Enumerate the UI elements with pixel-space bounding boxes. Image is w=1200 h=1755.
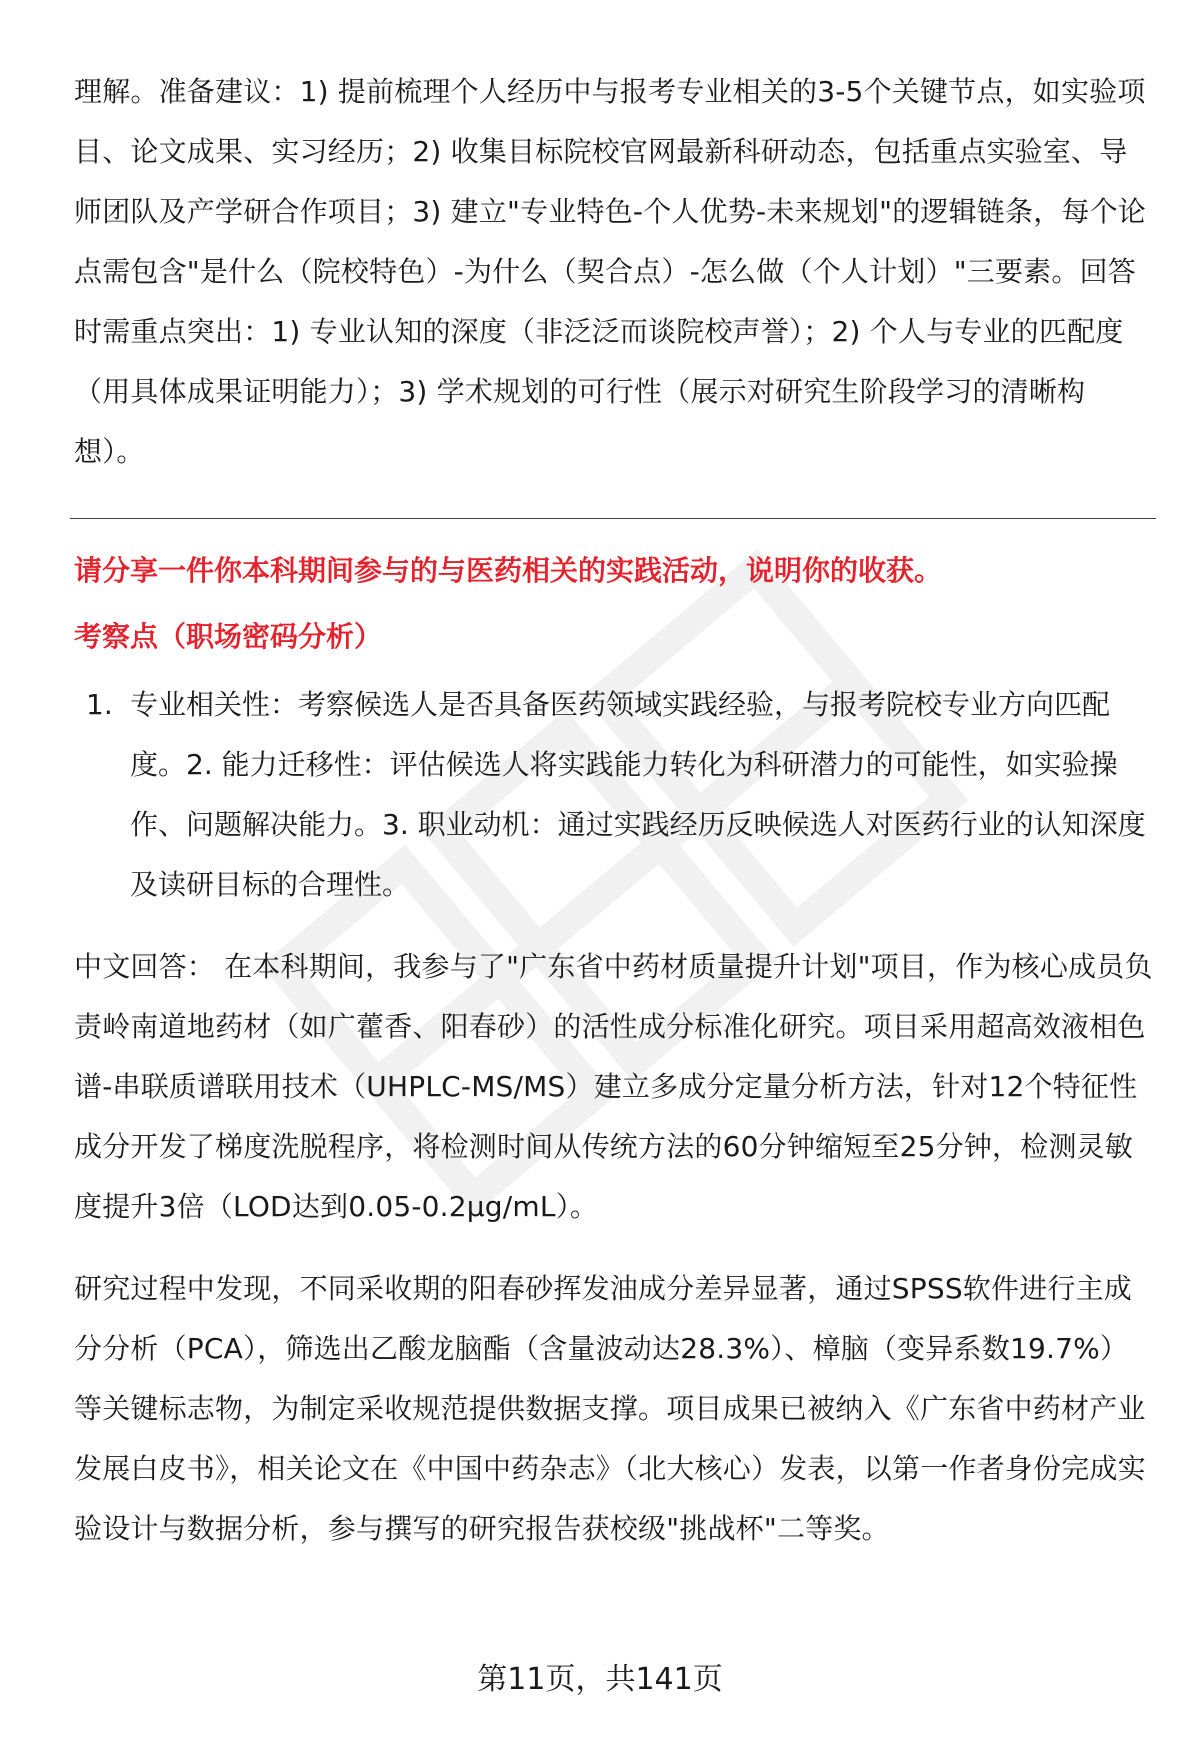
answer-paragraph-1: 中文回答： 在本科期间，我参与了"广东省中药材质量提升计划"项目，作为核心成员负责岭南道地药材（如广藿香、阳春砂）的活性成分标准化研究。项目采用超高效液相色谱-串联质谱联用技术（UHPLC-MS/MS）建立多成分定量分析方法，针对12个特征性成分开发了梯度洗脱程序，将检测时间从传统方法的60分钟缩短至25分钟，检测灵敏度提升3倍（LOD达到0.05-0.2μg/mL）。 <box>74 950 1153 1223</box>
question-heading: 请分享一件你本科期间参与的与医药相关的实践活动，说明你的收获。 <box>74 554 943 587</box>
page-number-footer: 第11页，共141页 <box>477 1662 723 1697</box>
page-content <box>74 62 1154 1559</box>
list-item-text: 专业相关性：考察候选人是否具备医药领域实践经验，与报考院校专业方向匹配度。2. 能力迁移性：评估候选人将实践能力转化为科研潜力的可能性，如实验操作、问题解决能力。3. 职业动机：通过实践经历反映候选人对医药行业的认知深度及读研目标的合理性。 <box>130 688 1146 901</box>
examination-points-heading: 考察点（职场密码分析） <box>74 620 383 653</box>
list-item <box>74 675 1154 915</box>
intro-paragraph: 理解。准备建议：1) 提前梳理个人经历中与报考专业相关的3-5个关键节点，如实验项目、论文成果、实习经历；2) 收集目标院校官网最新科研动态，包括重点实验室、导师团队及产学研合作项目；3) 建立"专业特色-个人优势-未来规划"的逻辑链条，每个论点需包含"是什么（院校特色）-为什么（契合点）-怎么做（个人计划）"三要素。回答时需重点突出：1) 专业认知的深度（非泛泛而谈院校声誉）；2) 个人与专业的匹配度（用具体成果证明能力）；3) 学术规划的可行性（展示对研究生阶段学习的清晰构想）。 <box>74 75 1147 468</box>
list-item-number: 1. <box>86 688 113 721</box>
answer-paragraph-2: 研究过程中发现，不同采收期的阳春砂挥发油成分差异显著，通过SPSS软件进行主成分分析（PCA），筛选出乙酸龙脑酯（含量波动达28.3%）、樟脑（变异系数19.7%）等关键标志物，为制定采收规范提供数据支撑。项目成果已被纳入《广东省中药材产业发展白皮书》，相关论文在《中国中药杂志》（北大核心）发表，以第一作者身份完成实验设计与数据分析，参与撰写的研究报告获校级"挑战杯"二等奖。 <box>74 1272 1146 1545</box>
examination-points-list <box>74 675 1154 915</box>
section-divider <box>70 518 1156 519</box>
